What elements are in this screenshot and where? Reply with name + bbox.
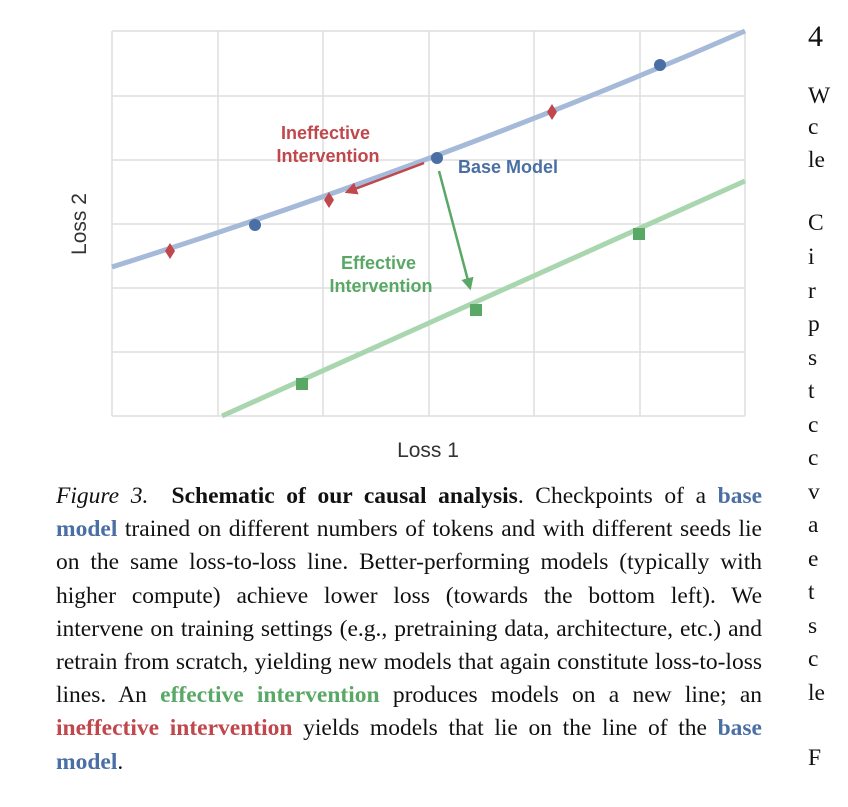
adjacent-column-glyph: le — [808, 147, 825, 173]
adjacent-column-glyph: t — [808, 378, 815, 404]
adjacent-column-glyph: c — [808, 445, 819, 471]
base-model-checkpoint-marker — [431, 152, 443, 164]
adjacent-column-glyph: v — [808, 479, 820, 505]
ineffective-intervention-annotation — [276, 123, 379, 166]
ineffective-intervention-arrow — [347, 163, 424, 192]
adjacent-column-glyph: c — [808, 412, 819, 438]
adjacent-column-glyph: s — [808, 345, 818, 371]
y-axis-label: Loss 2 — [68, 193, 91, 255]
caption-text-5: . — [117, 748, 124, 775]
effective-intervention-marker — [296, 378, 308, 390]
adjacent-column-glyph: 4 — [808, 20, 823, 53]
adjacent-column-glyph: t — [808, 579, 815, 605]
adjacent-column-glyph: le — [808, 680, 825, 706]
adjacent-column-glyph: s — [808, 613, 818, 639]
effective-intervention-annotation — [329, 253, 432, 296]
adjacent-column-clipped — [808, 0, 848, 807]
x-axis-label: Loss 1 — [397, 439, 459, 462]
adjacent-column-glyph: F — [808, 745, 822, 771]
ineffective-intervention-marker — [547, 104, 557, 120]
caption-base-model-2: base model — [56, 715, 762, 775]
adjacent-column-glyph: e — [808, 546, 819, 572]
adjacent-column-glyph: r — [808, 278, 816, 304]
effective-annotation-line-2: Intervention — [329, 276, 433, 296]
caption-text-3: produces models on a new line; an — [379, 682, 763, 709]
caption-text-1: . Checkpoints of a — [517, 483, 718, 509]
caption-text-2: trained on different numbers of tokens and with different seeds lie on the same loss-to-loss line. Better-performing models (typically with higher compute) achieve lower loss (towards the bottom left). We intervene on training settings (e.g., pretraining data, architecture, etc.) and retrain from scratch, yielding new models that again constitute loss-to-loss lines. An — [56, 516, 762, 709]
base-model-checkpoint-marker — [249, 219, 261, 231]
base-model-checkpoint-marker — [654, 59, 666, 71]
base-model-annotation: Base Model — [458, 157, 559, 177]
caption-base-model-1: base model — [56, 483, 763, 543]
adjacent-column-glyph: W — [808, 83, 831, 109]
caption-title: Schematic of our causal analysis — [171, 483, 518, 509]
effective-intervention-marker — [470, 304, 482, 316]
ineffective-annotation-line-2: Intervention — [276, 146, 380, 166]
effective-annotation-line-1: Effective — [340, 253, 417, 273]
figure-caption — [56, 480, 762, 779]
adjacent-column-glyph: a — [808, 512, 819, 538]
caption-effective-intervention: effective intervention — [160, 682, 380, 709]
adjacent-column-glyph: p — [808, 311, 820, 337]
ineffective-annotation-line-1: Ineffective — [280, 123, 371, 143]
caption-label: Figure 3. — [56, 483, 149, 509]
caption-ineffective-intervention: ineffective intervention — [56, 715, 293, 742]
adjacent-column-glyph: c — [808, 646, 819, 672]
adjacent-column-glyph: i — [808, 244, 815, 270]
effective-intervention-marker — [633, 228, 645, 240]
caption-text-4: yields models that lie on the line of the — [292, 715, 718, 742]
adjacent-column-glyph: c — [808, 114, 819, 140]
effective-intervention-arrow — [439, 171, 470, 288]
adjacent-column-glyph: C — [808, 210, 824, 236]
